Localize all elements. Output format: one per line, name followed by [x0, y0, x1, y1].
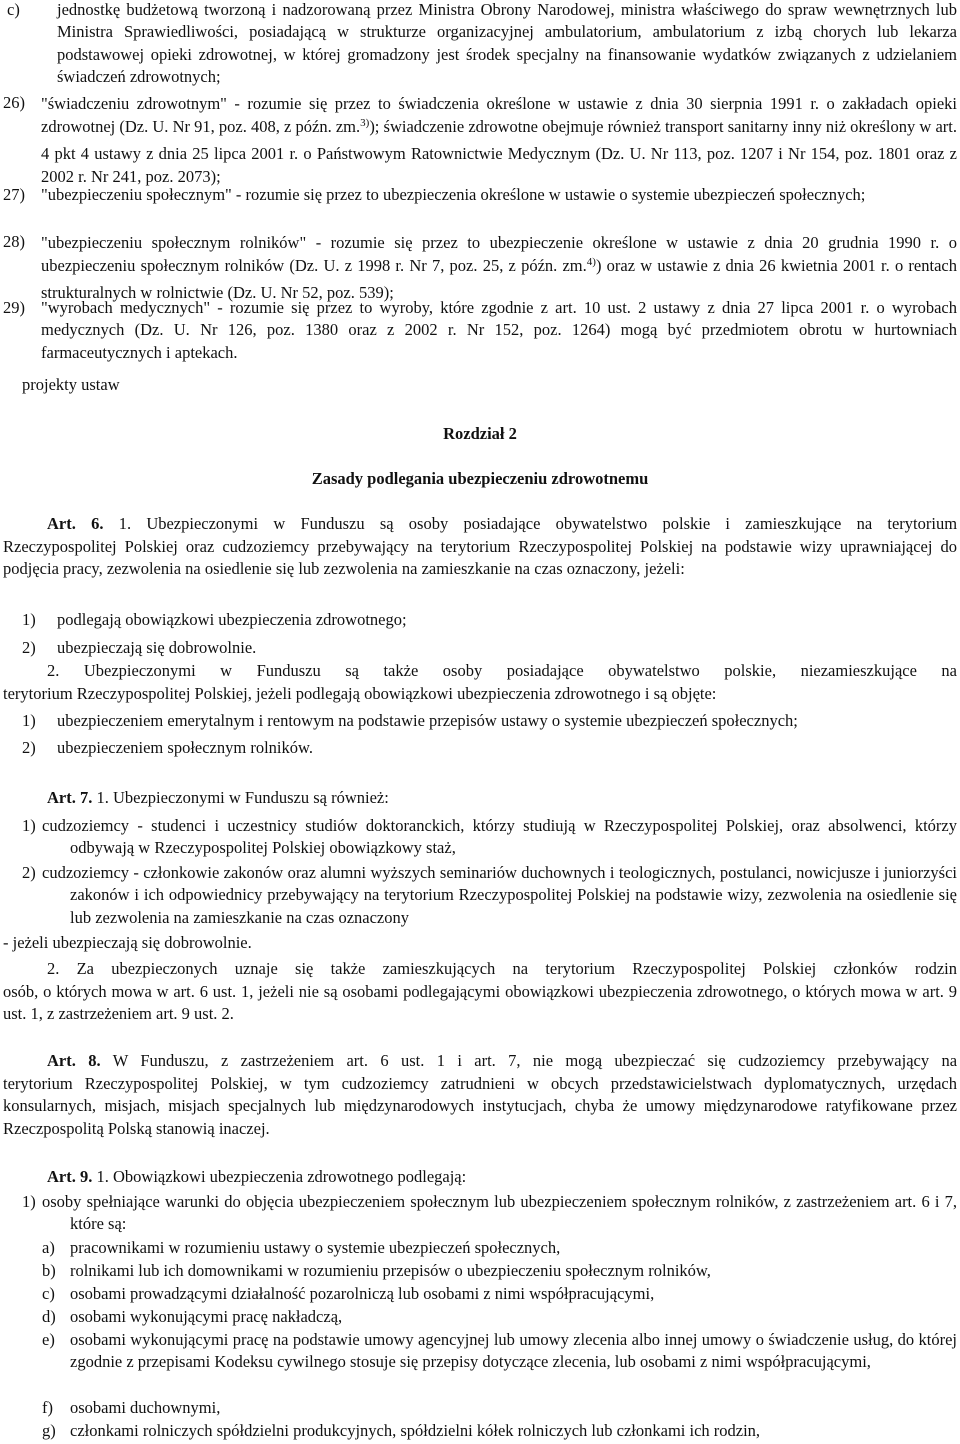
- list-item-text: osobami prowadzącymi działalność pozarolniczą lub osobami z nimi współpracującymi,: [70, 1284, 655, 1303]
- definition-text: [41, 231, 957, 304]
- list-marker: b): [42, 1261, 56, 1280]
- art6-p1-item-1: [0, 609, 957, 631]
- art6-paragraph1-rest: Rzeczypospolitej Polskiej oraz cudzoziemcy przebywający na terytorium Rzeczypospolitej Polskiej na podstawie wizy uprawniającej do podjęcia pracy, zezwolenia na osiedlenie się lub zezwolenia na zamieszkanie na czas oznaczony, jeżeli:: [3, 537, 957, 579]
- editor-note: projekty ustaw: [22, 375, 120, 394]
- art7-item-2: [0, 862, 957, 929]
- list-item-text: podlegają obowiązkowi ubezpieczenia zdrowotnego;: [57, 610, 407, 629]
- art6-paragraph1-first-line: [47, 513, 957, 535]
- footnote-ref[interactable]: 4): [586, 256, 596, 269]
- definition-text: "ubezpieczeniu społecznym" - rozumie się przez to ubezpieczenia określone w ustawie o systemie ubezpieczeń społecznych;: [41, 185, 866, 204]
- art7-item-1: [0, 815, 957, 860]
- list-marker: c): [42, 1284, 55, 1303]
- art7-paragraph2-rest: osób, o których mowa w art. 6 ust. 1, jeżeli nie są osobami podlegającymi obowiązkowi ubezpieczenia zdrowotnego, o których mowa w art. 9 ust. 1, z zastrzeżeniem art. 9 ust. 2.: [3, 982, 957, 1024]
- chapter-number: Rozdział 2: [443, 424, 517, 443]
- list-item-text: pracownikami w rozumieniu ustawy o systemie ubezpieczeń społecznych,: [70, 1238, 561, 1257]
- paragraph-number: 1.: [96, 788, 109, 807]
- article-label: Art. 7.: [47, 788, 93, 807]
- list-marker: 28): [3, 232, 25, 251]
- list-item-text: ubezpieczeniem społecznym rolników.: [57, 738, 313, 757]
- art9-subitem-a: [0, 1237, 957, 1259]
- paragraph-text: Obowiązkowi ubezpieczenia zdrowotnego podlegają:: [112, 1167, 467, 1186]
- list-marker: 1): [22, 711, 36, 730]
- art9-subitem-f: [0, 1397, 957, 1419]
- list-item-text: cudzoziemcy - członkowie zakonów oraz alumni wyższych seminariów duchownych i teologicznych, postulanci, nowicjusze i juniorzyści zakonów i ich odpowiednicy przebywający na terytorium Rzeczypospolitej Polskiej na podstawie wizy, zezwolenia na osiedlenie się lub zezwolenia na zamieszkanie na czas oznaczony: [42, 863, 957, 927]
- art8-rest: terytorium Rzeczypospolitej Polskiej, w tym cudzoziemcy zatrudnieni w obcych przedstawicielstwach dyplomatycznych, urzędach konsularnych, misjach, misjach specjalnych lub międzynarodowych instytucjach, chyba że umowy międzynarodowe ratyfikowane przez Rzeczpospolitą Polską stanowią inaczej.: [3, 1074, 957, 1138]
- list-marker: 27): [3, 185, 25, 204]
- list-item-text: osobami duchownymi,: [70, 1398, 221, 1417]
- list-marker: 1): [22, 1192, 36, 1211]
- definition-text-part: ); świadczenie zdrowotne obejmuje również transport sanitarny inny niż określony w art. 4 pkt 4 ustawy z dnia 25 lipca 2001 r. o Państwowym Ratownictwie Medycznym (Dz. U. Nr 113, poz. 1207 i Nr 154, poz. 1801 oraz z 2002 r. Nr 241, poz. 2073);: [41, 117, 957, 186]
- definition-text-part: "ubezpieczeniu społecznym rolników" - rozumie się przez to ubezpieczenie określone w ustawie z dnia 20 grudnia 1990 r. o ubezpieczeniu społecznym rolników (Dz. U. z 1998 r. Nr 7, poz. 25, z późn. zm.: [41, 233, 957, 276]
- art6-paragraph2-rest: terytorium Rzeczypospolitej Polskiej, jeżeli podlegają obowiązkowi ubezpieczenia zdrowotnego i są objęte:: [3, 684, 717, 703]
- paragraph-text: Ubezpieczonymi w Funduszu są osoby posiadające obywatelstwo polskie i zamieszkujące na terytorium: [146, 514, 958, 533]
- paragraph-number: 1.: [118, 514, 132, 533]
- art6-p1-item-2: [0, 637, 957, 659]
- list-marker: 2): [22, 863, 36, 882]
- list-marker: c): [7, 0, 20, 19]
- list-item-text: ubezpieczają się dobrowolnie.: [57, 638, 257, 657]
- art6-p2-item-2: [0, 737, 957, 759]
- list-marker: 29): [3, 298, 25, 317]
- list-marker: d): [42, 1307, 56, 1326]
- list-marker: 2): [22, 738, 36, 757]
- definition-c: [0, 0, 957, 88]
- article-label: Art. 8.: [47, 1051, 101, 1070]
- paragraph-text: Ubezpieczonymi w Funduszu są również:: [112, 788, 389, 807]
- definition-text: "wyrobach medycznych" - rozumie się przez to wyroby, które zgodnie z art. 10 ust. 2 ustawy z dnia 27 lipca 2001 r. o wyrobach medycznych (Dz. U. Nr 126, poz. 1380 oraz z 2002 r. Nr 152, poz. 1264) mogą być przedmiotem obrotu w hurtowniach farmaceutycznych i aptekach.: [41, 298, 957, 362]
- list-item-text: ubezpieczeniem emerytalnym i rentowym na podstawie przepisów ustawy o systemie ubezpieczeń społecznych;: [57, 711, 798, 730]
- definition-text-part: "świadczeniu zdrowotnym" - rozumie się przez to świadczenia określone w ustawie z dnia 30 sierpnia 1991 r. o zakładach opieki zdrowotnej (Dz. U. Nr 91, poz. 408, z późn. zm.: [41, 94, 957, 137]
- definition-27: [0, 184, 957, 206]
- art9-subitem-e: [0, 1329, 957, 1374]
- paragraph-text: W Funduszu, z zastrzeżeniem art. 6 ust. 1 i art. 7, nie mogą ubezpieczać się cudzoziemcy przebywający na: [112, 1051, 958, 1070]
- list-item-text: członkami rolniczych spółdzielni produkcyjnych, spółdzielni kółek rolniczych lub członkami ich rodzin,: [70, 1421, 761, 1440]
- list-marker: 26): [3, 93, 25, 112]
- list-item-text: osobami wykonującymi pracę nakładczą,: [70, 1307, 343, 1326]
- definition-29: [0, 297, 957, 364]
- art7-paragraph2-first-line: 2. Za ubezpieczonych uznaje się także zamieszkujących na terytorium Rzeczypospolitej Polskiej członków rodzin: [47, 959, 957, 978]
- footnote-ref[interactable]: 3): [360, 117, 370, 130]
- list-marker: e): [42, 1330, 55, 1349]
- article-label: Art. 9.: [47, 1167, 93, 1186]
- list-item-text: osobami wykonującymi pracę na podstawie umowy agencyjnej lub umowy zlecenia albo innej umowy o świadczenie usług, do której zgodnie z przepisami Kodeksu cywilnego stosuje się przepisy dotyczące zlecenia, lub osobami z nimi współpracującymi,: [70, 1330, 957, 1372]
- art8-first-line: [47, 1050, 957, 1072]
- article-label: Art. 6.: [47, 514, 104, 533]
- art6-p2-item-1: [0, 710, 957, 732]
- art9-paragraph1: [47, 1166, 466, 1188]
- art7-tail: - jeżeli ubezpieczają się dobrowolnie.: [3, 933, 252, 952]
- list-marker: g): [42, 1421, 56, 1440]
- list-marker: 1): [22, 610, 36, 629]
- art9-subitem-d: [0, 1306, 957, 1328]
- list-item-text: cudzoziemcy - studenci i uczestnicy studiów doktoranckich, którzy studiują w Rzeczypospolitej Polskiej, oraz absolwenci, którzy odbywają w Rzeczypospolitej Polskiej obowiązkowy staż,: [42, 816, 957, 858]
- list-marker: a): [42, 1238, 55, 1257]
- definition-text-part: ) oraz w ustawie z dnia 26 kwietnia 2001 r. o rentach strukturalnych w rolnictwie (Dz. U. Nr 52, poz. 539);: [41, 256, 957, 302]
- definition-28: [0, 231, 957, 304]
- chapter-title: Zasady podlegania ubezpieczeniu zdrowotnemu: [311, 469, 649, 488]
- list-marker: f): [42, 1398, 53, 1417]
- paragraph-number: 1.: [96, 1167, 109, 1186]
- art6-paragraph2-first-line: 2. Ubezpieczonymi w Funduszu są także osoby posiadające obywatelstwo polskie, niezamieszkujące na: [47, 661, 957, 680]
- list-item-text: rolnikami lub ich domownikami w rozumieniu przepisów o ubezpieczeniu społecznym rolników,: [70, 1261, 711, 1280]
- art9-subitem-g: [0, 1420, 957, 1442]
- art7-paragraph1: [47, 787, 389, 809]
- art9-subitem-c: [0, 1283, 957, 1305]
- list-marker: 1): [22, 816, 36, 835]
- list-marker: 2): [22, 638, 36, 657]
- definition-text: [41, 92, 957, 188]
- art9-item-1: [0, 1191, 957, 1236]
- definition-26: [0, 92, 957, 188]
- list-item-text: osoby spełniające warunki do objęcia ubezpieczeniem społecznym lub ubezpieczeniem społecznym rolników, z zastrzeżeniem art. 6 i 7, które są:: [42, 1192, 957, 1234]
- art9-subitem-b: [0, 1260, 957, 1282]
- definition-text: jednostkę budżetową tworzoną i nadzorowaną przez Ministra Obrony Narodowej, ministra właściwego do spraw wewnętrznych lub Ministra Sprawiedliwości, posiadającą w strukturze organizacyjnej ambulatorium, ambulatorium z izbą chorych lub lekarza podstawowej opieki zdrowotnej, w której gromadzony jest środek specjalny na finansowanie wydatków związanych z udzielaniem świadczeń zdrowotnych;: [57, 0, 957, 86]
